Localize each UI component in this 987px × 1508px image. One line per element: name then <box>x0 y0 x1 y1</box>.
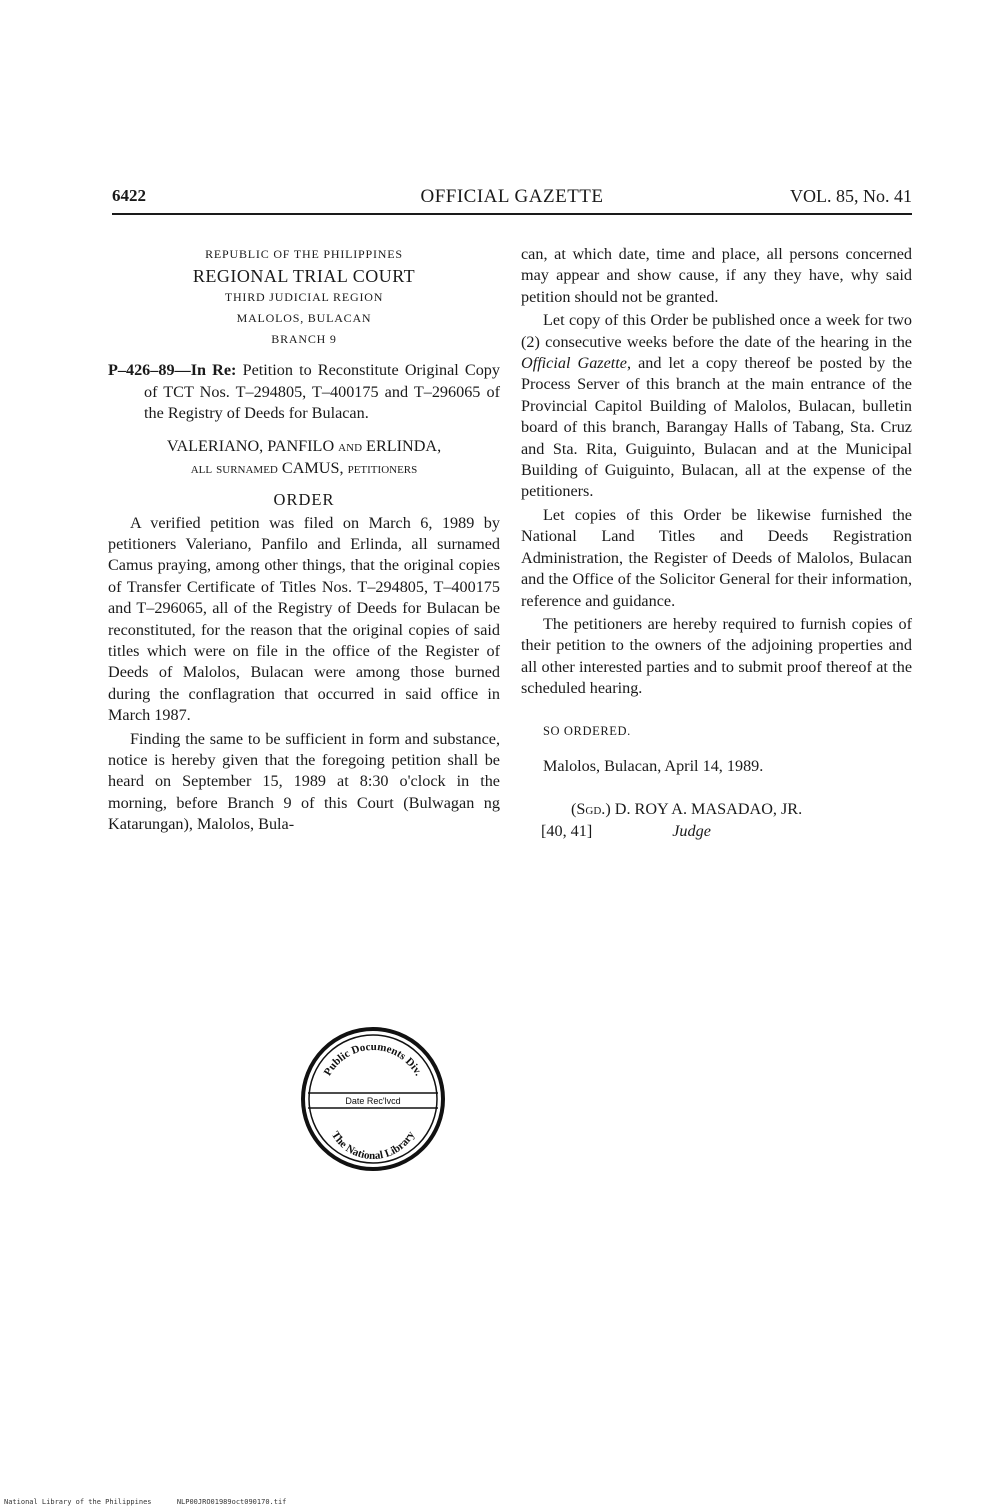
scan-footer <box>4 1498 286 1506</box>
caption-republic: REPUBLIC OF THE PHILIPPINES <box>205 247 403 261</box>
page-header <box>112 186 912 216</box>
body-paragraph-2: Finding the same to be sufficient in form and substance, notice is hereby given that the foregoing petition shall be heard on September 15, 1989 at 8:30 o'clock in the morning, before Branch 9 of this Court (Bulwagan ng Katarungan), Malolos, Bula- <box>108 729 500 834</box>
caption-region: THIRD JUDICIAL REGION <box>224 290 384 304</box>
body-paragraph-5: The petitioners are hereby required to furnish copies of their petition to the owners of the adjoining properties and all other interested parties and to submit proof thereof at the scheduled hearing. <box>521 614 912 698</box>
judge-title: Judge <box>672 821 711 840</box>
so-ordered-text: SO ORDERED. <box>543 723 631 738</box>
case-number: P–426–89—In Re: <box>108 361 237 379</box>
caption-branch: BRANCH 9 <box>271 332 337 346</box>
p3-text-a: Let copy of this Order be published once a week for two (2) consecutive weeks before the date of the hearing in the <box>521 311 912 351</box>
stamp-bottom-text: The National Library <box>328 1129 418 1163</box>
parties-line-1: VALERIANO, PANFILO and ERLINDA, <box>166 436 442 455</box>
volume-number: VOL. 85, No. 41 <box>790 186 912 206</box>
body-paragraph-3 <box>521 310 912 503</box>
p3-text-b: , and let a copy thereof be posted by the Process Server of this branch at the main entrance of the Provincial Capitol Building of Malolos, Bulacan, bulletin board of this branch, Barangay Halls of Tabang, Sta. Cruz and Sta. Rita, Guiguinto, Bulacan and at the Municipal Building of Guiguinto, Bulacan, all at the expense of the petitioners. <box>521 354 913 501</box>
page-number: 6422 <box>112 186 146 205</box>
library-stamp <box>298 1024 448 1174</box>
publication-title: OFFICIAL GAZETTE <box>420 186 604 207</box>
body-paragraph-1: A verified petition was filed on March 6, 1989 by petitioners Valeriano, Panfilo and Erlinda, all surnamed Camus praying, among other things, that the original copies of Transfer Certificate of Titles Nos. T–294805, T–400175 and T–296065, all of the Registry of Deeds for Bulacan be reconstituted, for the reason that the original copies of said titles which were on file in the office of the Register of Deeds of Malolos, Bulacan were among those burned during the conflagration that occurred in said office in March 1987. <box>108 513 500 725</box>
parties <box>108 435 500 479</box>
body-paragraph-2-continued: can, at which date, time and place, all persons concerned may appear and show cause, if any they have, why said petition should not be granted. <box>521 245 912 306</box>
right-column <box>521 244 912 842</box>
footer-library: National Library of the Philippines <box>4 1498 152 1506</box>
parties-line-2: all surnamed CAMUS, petitioners <box>190 458 418 477</box>
signature-role-line <box>521 821 912 842</box>
stamp-top-text: Public Documents Div. <box>321 1040 425 1078</box>
header-rule <box>112 213 912 215</box>
order-heading: ORDER <box>273 489 335 509</box>
stamp-middle-text: Date Rec'lvcd <box>345 1096 401 1106</box>
case-title <box>108 360 500 425</box>
so-ordered <box>521 720 912 742</box>
p3-official-gazette: Official Gazette <box>521 354 627 373</box>
left-column <box>108 244 500 838</box>
issue-numbers: [40, 41] <box>541 821 593 840</box>
case-description: Petition to Reconstitute Original Copy of TCT Nos. T–294805, T–400175 and T–296065 of the Registry of Deeds for Bulacan. <box>144 361 500 422</box>
footer-file: NLP00JRO01989oct090170.tif <box>176 1498 287 1506</box>
court-caption <box>108 244 500 350</box>
caption-location: MALOLOS, BULACAN <box>236 311 372 325</box>
order-date: Malolos, Bulacan, April 14, 1989. <box>543 756 764 775</box>
caption-court: REGIONAL TRIAL COURT <box>192 266 416 286</box>
body-paragraph-4: Let copies of this Order be likewise furnished the National Land Titles and Deeds Registration Administration, the Register of Deeds of Malolos, Bulacan and the Office of the Solicitor General for their information, reference and guidance. <box>521 505 912 610</box>
signature-line: (Sgd.) D. ROY A. MASADAO, JR. <box>571 800 803 819</box>
